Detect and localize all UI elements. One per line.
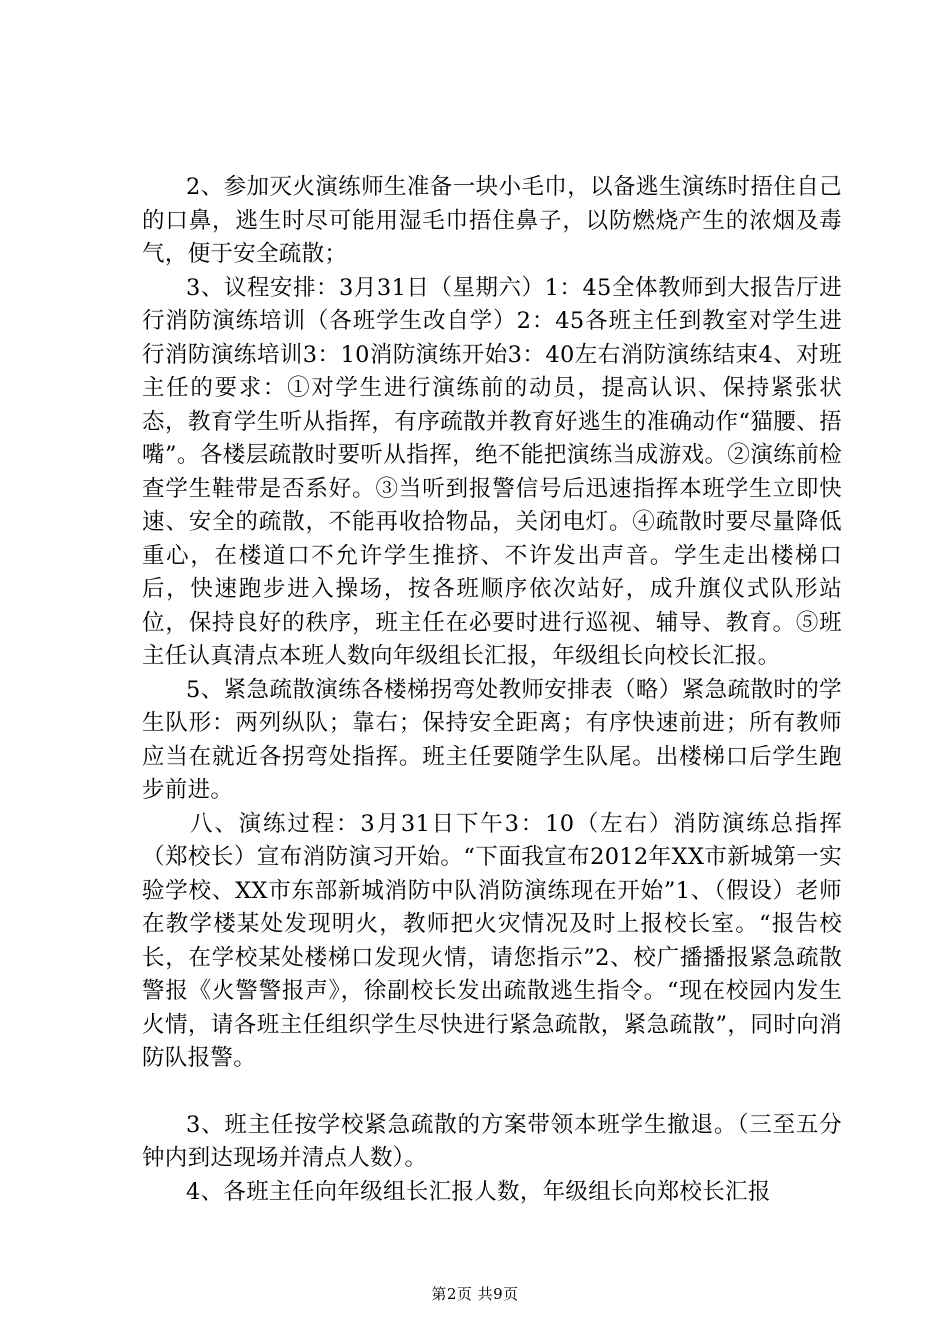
paragraph-evacuation-formation: 5、紧急疏散演练各楼梯拐弯处教师安排表（略）紧急疏散时的学生队形：两列纵队；靠右；保持安全距离；有序快速前进；所有教师应当在就近各拐弯处指挥。班主任要随学生队尾。出楼梯口后学生跑步前进。 [142,676,842,803]
paragraph-report-headcount: 4、各班主任向年级组长汇报人数，年级组长向郑校长汇报 [186,1178,771,1205]
paragraph-spacer [142,1076,842,1109]
paragraph-teacher-lead-retreat: 3、班主任按学校紧急疏散的方案带领本班学生撤退。（三至五分钟内到达现场并清点人数）。 [142,1111,842,1171]
paragraph-agenda: 3、议程安排：3月31日（星期六）1：45全体教师到大报告厅进行消防演练培训（各班学生改自学）2：45各班主任到教室对学生进行消防演练培训3：10消防演练开始3：40左右消防演练结束4、对班主任的要求：①对学生进行演练前的动员，提高认识、保持紧张状态，教育学生听从指挥，有序疏散并教育好逃生的准确动作“猫腰、捂嘴”。各楼层疏散时要听从指挥，绝不能把演练当成游戏。②演练前检查学生鞋带是否系好。③当听到报警信号后迅速指挥本班学生立即快速、安全的疏散，不能再收拾物品，关闭电灯。④疏散时要尽量降低重心，在楼道口不允许学生推挤、不许发出声音。学生走出楼梯口后，快速跑步进入操场，按各班顺序依次站好，成升旗仪式队形站位，保持良好的秩序，班主任在必要时进行巡视、辅导、教育。⑤班主任认真清点本班人数向年级组长汇报，年级组长向校长汇报。 [142,274,842,669]
paragraph-towel-preparation: 2、参加灭火演练师生准备一块小毛巾，以备逃生演练时捂住自己的口鼻，逃生时尽可能用湿毛巾捂住鼻子，以防燃烧产生的浓烟及毒气，便于安全疏散； [142,174,842,267]
document-body [142,171,842,1209]
page-footer: 第2页 共9页 [431,1285,519,1303]
paragraph-drill-process: 八、演练过程：3月31日下午3：10（左右）消防演练总指挥（郑校长）宣布消防演习开始。“下面我宣布2012年XX市新城第一实验学校、XX市东部新城消防中队消防演练现在开始”1、（假设）老师在教学楼某处发现明火，教师把火灾情况及时上报校长室。“报告校长，在学校某处楼梯口发现火情，请您指示”2、校广播播报紧急疏散警报《火警警报声》，徐副校长发出疏散逃生指令。“现在校园内发生火情，请各班主任组织学生尽快进行紧急疏散，紧急疏散”，同时向消防队报警。 [142,810,842,1071]
